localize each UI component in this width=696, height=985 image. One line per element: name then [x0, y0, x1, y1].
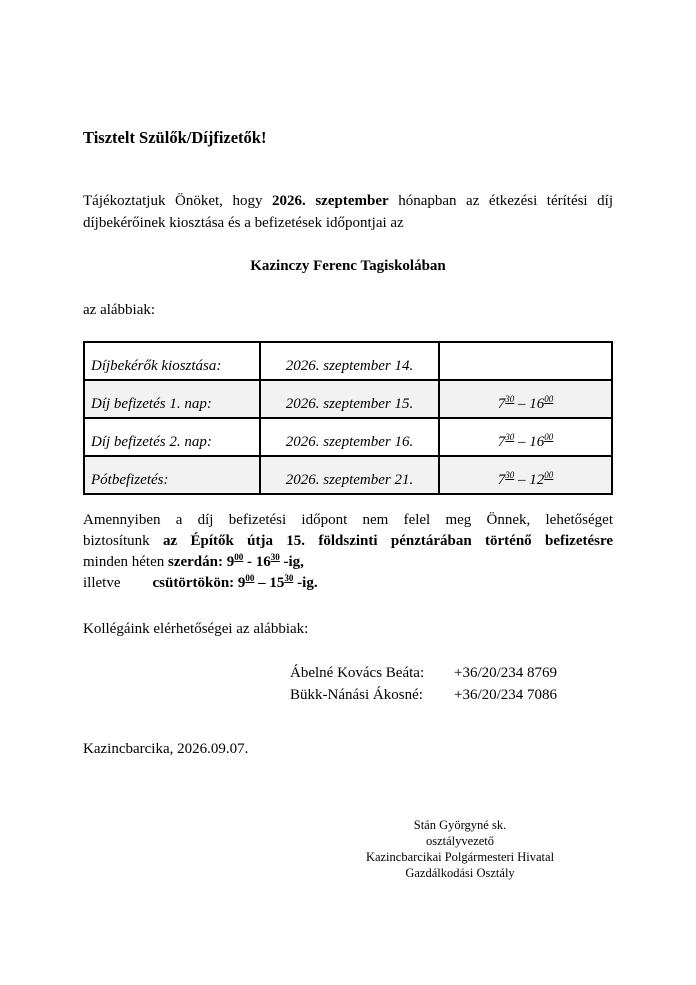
table-row — [84, 456, 612, 494]
time-end-hour: 16 — [529, 434, 545, 450]
intro-line-2: díjbekérőinek kiosztása és a befizetések időpontjai az — [83, 215, 404, 231]
wed-end-min: 30 — [270, 552, 280, 562]
time-start-min: 30 — [505, 470, 515, 480]
thu-suffix: -ig. — [293, 575, 318, 591]
time-start-min: 30 — [505, 432, 515, 442]
signer-org: Kazincbarcikai Polgármesteri Hivatal — [365, 850, 555, 864]
thu-end-min: 30 — [284, 573, 294, 583]
signer-title: osztályvezető — [425, 834, 495, 848]
time-end-min: 00 — [544, 432, 554, 442]
thu-start-min: 00 — [245, 573, 255, 583]
alt-line-3 — [83, 552, 613, 573]
alt-line-3-pre: minden héten — [83, 554, 168, 570]
intro-month: 2026. szeptember — [272, 193, 389, 209]
contact-phone: +36/20/234 7086 — [454, 687, 558, 703]
row-label: Díjbekérők kiosztása: — [84, 342, 260, 380]
table-row — [84, 380, 612, 418]
time-dash: – — [514, 396, 530, 412]
contact-row — [290, 662, 557, 684]
az-alabbiak: az alábbiak: — [83, 302, 156, 318]
alternative-payment-paragraph — [83, 510, 613, 594]
time-end-hour: 12 — [529, 472, 545, 488]
alt-location: az Építők útja 15. földszinti pénztárában történő befizetésre — [163, 533, 614, 549]
row-date: 2026. szeptember 21. — [260, 456, 439, 494]
alt-line-2 — [83, 531, 613, 552]
time-start-min: 30 — [505, 394, 515, 404]
contact-row — [290, 684, 557, 706]
alt-line-2-pre: biztosítunk — [83, 533, 163, 549]
row-time — [439, 342, 612, 380]
signature-block — [360, 817, 560, 881]
thu-mid: – 15 — [254, 575, 285, 591]
time-dash: – — [514, 472, 530, 488]
contact-phone: +36/20/234 8769 — [454, 665, 558, 681]
intro-pre: Tájékoztatjuk Önöket, hogy — [83, 193, 273, 209]
thu-label: csütörtökön: 9 — [152, 575, 246, 591]
time-start-hour: 7 — [497, 396, 506, 412]
row-label: Díj befizetés 2. nap: — [84, 418, 260, 456]
contacts-intro: Kollégáink elérhetőségei az alábbiak: — [83, 621, 309, 637]
signer-dept: Gazdálkodási Osztály — [405, 866, 515, 880]
intro-post: hónapban az étkezési térítési díj — [388, 193, 613, 209]
wed-label: szerdán: 9 — [167, 554, 235, 570]
school-name: Kazinczy Ferenc Tagiskolában — [250, 258, 446, 274]
wed-start-min: 00 — [234, 552, 244, 562]
table-row — [84, 418, 612, 456]
contact-name: Bükk-Nánási Ákosné: — [290, 687, 423, 703]
place-date: Kazincbarcika, 2026.09.07. — [83, 741, 249, 757]
time-start-hour: 7 — [497, 434, 506, 450]
time-end-hour: 16 — [529, 396, 545, 412]
alt-line-4 — [83, 573, 613, 594]
row-time — [439, 380, 612, 418]
signer-name: Stán Györgyné sk. — [413, 818, 507, 832]
time-end-min: 00 — [544, 470, 554, 480]
intro-line-1 — [83, 190, 613, 212]
alt-line-1: Amennyiben a díj befizetési időpont nem felel meg Önnek, lehetőséget — [83, 512, 613, 528]
row-time — [439, 418, 612, 456]
schedule-table — [83, 341, 613, 495]
row-date: 2026. szeptember 15. — [260, 380, 439, 418]
row-label: Pótbefizetés: — [84, 456, 260, 494]
row-label: Díj befizetés 1. nap: — [84, 380, 260, 418]
intro-paragraph — [83, 190, 613, 234]
table-row — [84, 342, 612, 380]
row-date: 2026. szeptember 14. — [260, 342, 439, 380]
wed-suffix: -ig, — [279, 554, 304, 570]
time-end-min: 00 — [544, 394, 554, 404]
row-date: 2026. szeptember 16. — [260, 418, 439, 456]
wed-mid: - 16 — [243, 554, 271, 570]
contact-name: Ábelné Kovács Beáta: — [290, 665, 425, 681]
contacts-list — [290, 662, 557, 706]
time-dash: – — [514, 434, 530, 450]
greeting: Tisztelt Szülők/Díjfizetők! — [83, 128, 267, 147]
alt-line-4-pre: illetve — [83, 575, 121, 591]
time-start-hour: 7 — [497, 472, 506, 488]
row-time — [439, 456, 612, 494]
